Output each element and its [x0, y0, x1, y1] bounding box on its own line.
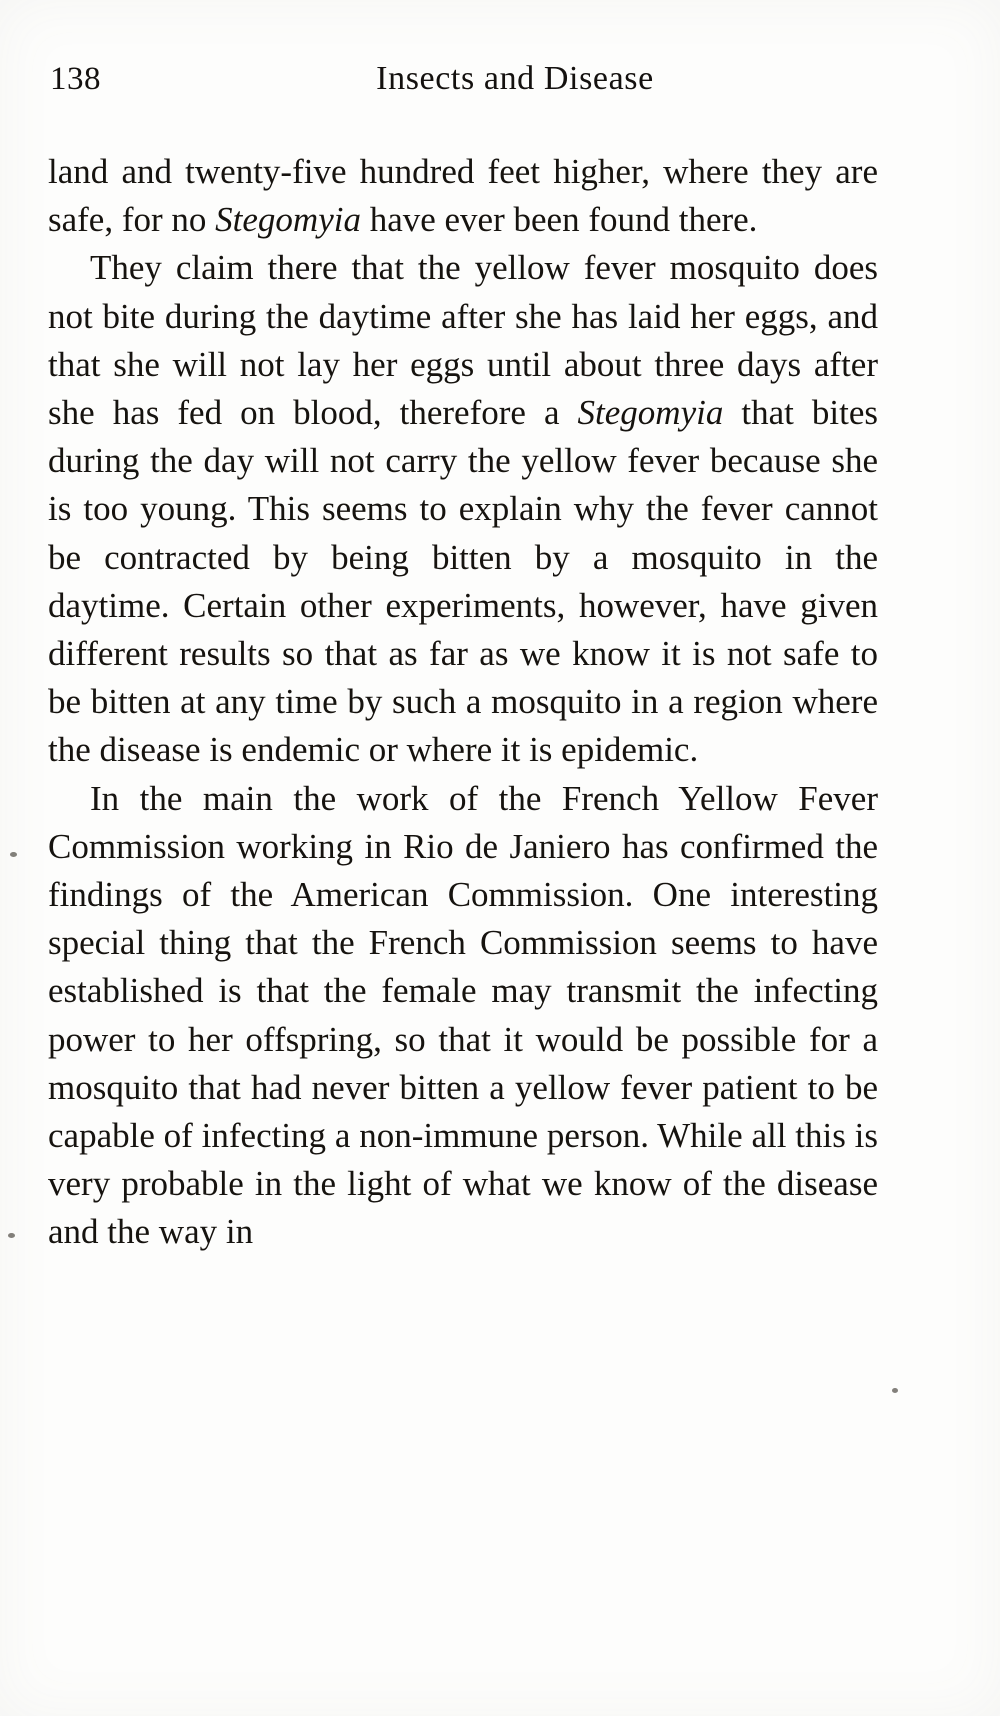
text-run: They claim there that the yellow fever mosquito does not bite during the daytime after she has laid her eggs, and that she will not lay her eggs until about three days after she has fed on blood, therefore a [48, 248, 878, 433]
italic-term: Stegomyia [577, 393, 724, 433]
scan-speck [8, 1233, 15, 1238]
text-run: In the main the work of the French Yellow Fever Commission working in Rio de Janiero has confirmed the findings of the American Commission. One interesting special thing that the French Commission seems to have established is that the female may transmit the infecting power to her offspring, so that it would be possible for a mosquito that had never bitten a yellow fever patient to be capable of infecting a non-immune person. While all this is very probable in the light of what we know of the disease and the way in [48, 778, 878, 1252]
text-run: have ever been found there. [360, 200, 758, 240]
text-run: that bites during the day will not carry the yellow fever because she is too young. This seems to explain why the fever cannot be contracted by being bitten by a mosquito in the daytime. Certain other experiments, however, have given different results so that as far as we know it is not safe to be bitten at any time by such a mosquito in a region where the disease is endemic or where it is epidemic. [48, 393, 878, 770]
scan-speck [892, 1388, 898, 1393]
paragraph [48, 775, 878, 1257]
paragraph [48, 244, 878, 774]
page-header [50, 60, 950, 110]
text-run: land and twenty-five hundred feet higher, where they are safe, for no [48, 152, 878, 240]
body-text [48, 148, 878, 1257]
italic-term: Stegomyia [215, 200, 361, 240]
running-title: Insects and Disease [376, 60, 654, 97]
paragraph [48, 148, 878, 244]
page-number: 138 [50, 61, 101, 97]
scan-speck [10, 852, 17, 857]
